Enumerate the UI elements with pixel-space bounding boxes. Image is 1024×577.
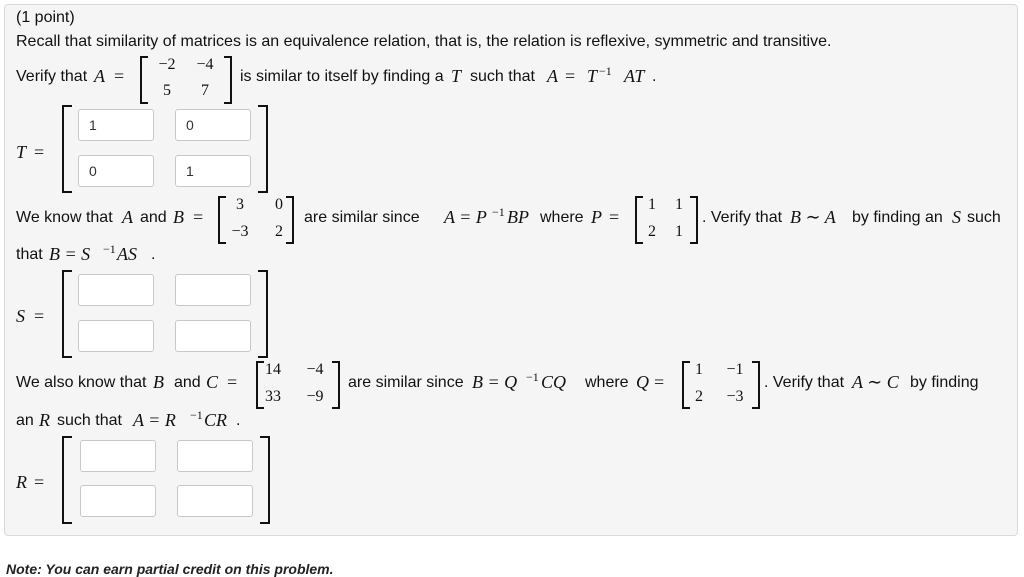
eqn-exp: −1 [599, 64, 612, 78]
matrix-C-cell: −9 [306, 388, 324, 405]
line2-eq2: = [609, 207, 620, 227]
S-eq: = [34, 306, 45, 326]
line2b-that: that [16, 246, 43, 263]
line2-eqn: A = P [444, 207, 487, 227]
matrix-A-cell: −2 [158, 56, 176, 73]
line3-pre: We also know that [16, 374, 147, 391]
T-input-21[interactable] [78, 155, 154, 187]
matrix-C-cell: −4 [306, 361, 324, 378]
T-input-11[interactable] [78, 109, 154, 141]
matrix-P-cell: 1 [675, 223, 683, 240]
matrix-Q-cell: −3 [726, 388, 744, 405]
eqn-A: A [547, 66, 558, 86]
T-label: T [16, 142, 27, 162]
line2-such: such [967, 209, 1001, 226]
line3-byfind: by finding [910, 374, 979, 391]
matrix-R-right-bracket [260, 436, 270, 524]
R-eq: = [34, 472, 45, 492]
line2-P: P [591, 207, 602, 227]
matrix-R-left-bracket [62, 436, 72, 524]
eqn-T: T [587, 66, 598, 86]
matrix-A-cell: −4 [196, 56, 214, 73]
matrix-T-right-bracket [258, 105, 268, 193]
S-input-12[interactable] [175, 274, 251, 306]
line3b-eqn2: CR [204, 410, 228, 430]
line3-B: B [153, 372, 164, 392]
S-input-22[interactable] [175, 320, 251, 352]
matrix-S-right-bracket [258, 270, 268, 358]
line2-B: B [173, 207, 184, 227]
line2-S: S [952, 207, 961, 227]
line3-where: where [585, 374, 629, 391]
matrix-B-cell: 0 [275, 196, 283, 213]
line2-mid: are similar since [304, 209, 420, 226]
matrix-P-right-bracket [690, 196, 698, 244]
matrix-P-cell: 1 [675, 196, 683, 213]
line2-rel: B ∼ A [790, 207, 836, 227]
points-label: (1 point) [16, 9, 75, 26]
line1-mid: is similar to itself by finding a [240, 68, 444, 85]
R-input-12[interactable] [177, 440, 253, 472]
S-label: S [16, 306, 25, 326]
line2-eqn2: BP [507, 207, 529, 227]
line3-rel: A ∼ C [852, 372, 899, 392]
line1-pre: Verify that [16, 68, 88, 85]
T-input-12[interactable] [175, 109, 251, 141]
R-label: R [16, 472, 27, 492]
matrix-T-left-bracket [62, 105, 72, 193]
line2-eq: = [193, 207, 204, 227]
line3b-eqn: A = R [133, 410, 176, 430]
line3-exp: −1 [526, 370, 539, 384]
intro-text: Recall that similarity of matrices is an equivalence relation, that is, the relation is reflexive, symmetric and transitive. [16, 33, 832, 50]
line3-post: . Verify that [764, 374, 845, 391]
line3-eq: = [227, 372, 238, 392]
line3b-period: . [236, 412, 241, 429]
eqn-AT: AT [624, 66, 645, 86]
matrix-Q-right-bracket [752, 361, 760, 409]
matrix-C-right-bracket [332, 361, 340, 409]
line3-mid: are similar since [348, 374, 464, 391]
line2-A: A [122, 207, 133, 227]
matrix-A-cell: 5 [163, 82, 171, 99]
line3-and: and [174, 374, 201, 391]
line2-and: and [140, 209, 167, 226]
line1-T: T [451, 66, 462, 86]
line3-eqn2: CQ [541, 372, 567, 392]
line1-eq: = [114, 66, 125, 86]
line2-pre: We know that [16, 209, 113, 226]
line3-Q: Q [636, 372, 649, 392]
line2b-eqn: B = S [49, 244, 91, 264]
line2b-eqn2: AS [117, 244, 137, 264]
line1-such: such that [470, 68, 535, 85]
matrix-B-cell: 3 [236, 196, 244, 213]
S-input-21[interactable] [78, 320, 154, 352]
matrix-B-cell: −3 [231, 223, 249, 240]
matrix-B-right-bracket [286, 196, 294, 244]
R-input-21[interactable] [80, 485, 156, 517]
line3-C: C [206, 372, 219, 392]
T-eq: = [34, 142, 45, 162]
line2-byfind: by finding an [852, 209, 943, 226]
line3b-an: an [16, 412, 34, 429]
matrix-A-right-bracket [224, 56, 232, 104]
line2-exp: −1 [492, 205, 505, 219]
line3b-such: such that [57, 412, 122, 429]
matrix-Q-cell: −1 [726, 361, 744, 378]
matrix-Q-cell: 1 [695, 361, 703, 378]
line2-where: where [540, 209, 584, 226]
line2b-exp: −1 [103, 242, 116, 256]
matrix-Q-cell: 2 [695, 388, 703, 405]
R-input-22[interactable] [177, 485, 253, 517]
matrix-C-cell: 33 [265, 388, 281, 405]
matrix-A-left-bracket [140, 56, 148, 104]
matrix-B-cell: 2 [275, 223, 283, 240]
line3b-exp: −1 [190, 408, 203, 422]
line2-post: . Verify that [702, 209, 783, 226]
T-input-22[interactable] [175, 155, 251, 187]
R-input-11[interactable] [80, 440, 156, 472]
matrix-C-cell: 14 [265, 361, 281, 378]
eqn-period: . [652, 68, 657, 85]
matrix-A-cell: 7 [201, 82, 209, 99]
line3-eqn: B = Q [472, 372, 518, 392]
S-input-11[interactable] [78, 274, 154, 306]
line3b-R: R [39, 410, 50, 430]
partial-credit-note: Note: You can earn partial credit on this problem. [6, 561, 334, 577]
matrix-P-cell: 2 [648, 223, 656, 240]
matrix-S-left-bracket [62, 270, 72, 358]
eqn-eq: = [565, 66, 576, 86]
line2b-period: . [151, 246, 156, 263]
matrix-P-cell: 1 [648, 196, 656, 213]
line3-eq2: = [654, 372, 665, 392]
line1-A: A [94, 66, 105, 86]
